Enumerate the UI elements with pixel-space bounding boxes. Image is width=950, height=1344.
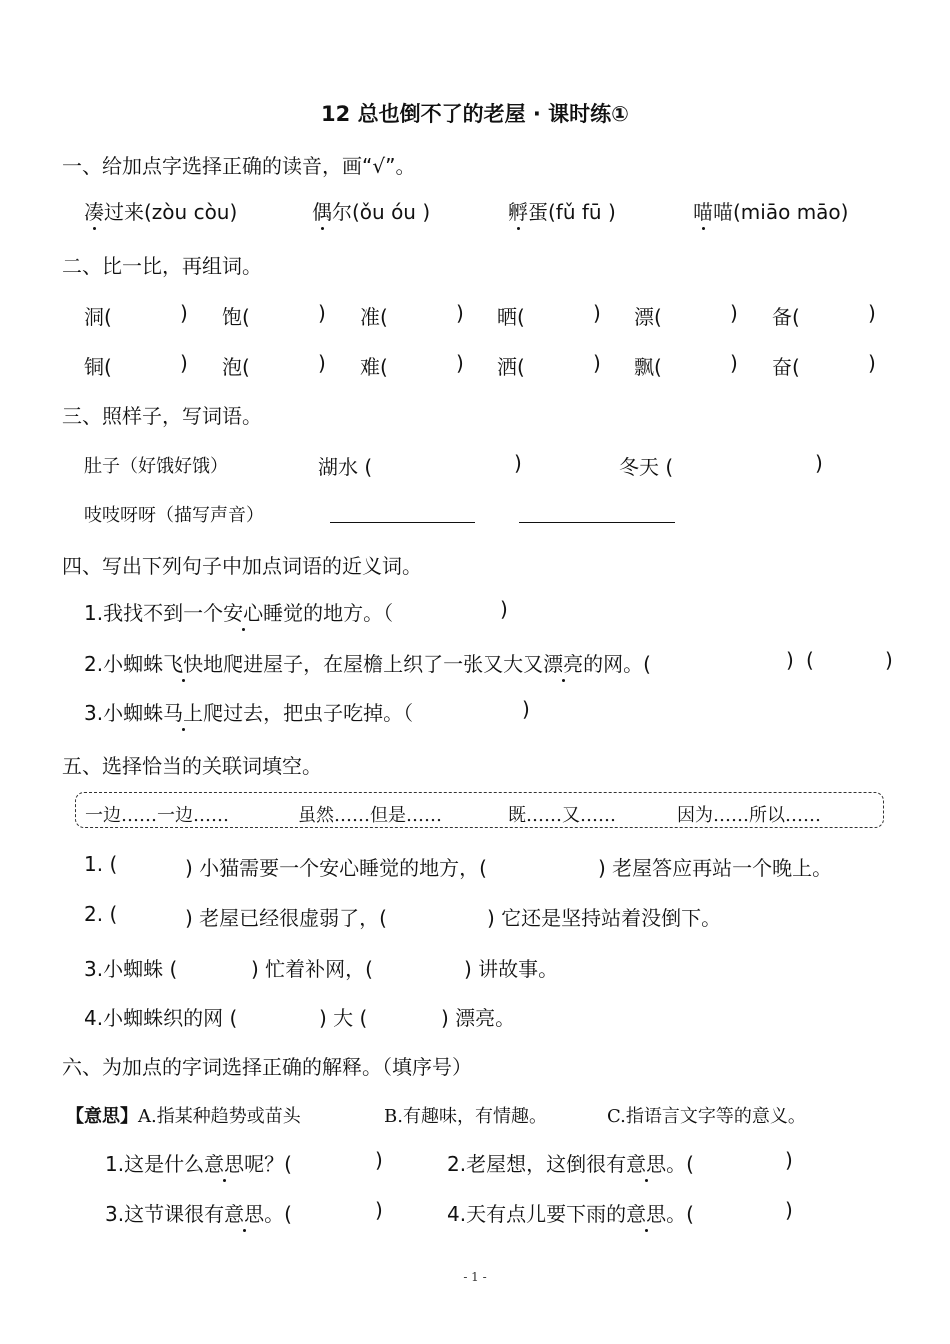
word-bank-option: 虽然……但是…… [298, 805, 442, 826]
dotted-word: 马上 [163, 697, 203, 726]
word-blank-open: 奋( [772, 355, 800, 379]
definition-b: B.有趣味，有情趣。 [384, 1106, 547, 1127]
dotted-word: 飞快 [163, 648, 203, 677]
meaning-q1: 1.这是什么意思呢？( [105, 1148, 292, 1177]
blank-close[interactable]: ) [514, 451, 522, 475]
fill-q1-open: 1. ( [84, 852, 118, 876]
word-blank-close[interactable]: ) [318, 351, 326, 375]
dotted-word: 意思 [626, 1148, 666, 1177]
blank-open: 冬天 ( [619, 455, 674, 479]
pinyin-options[interactable]: (miāo māo) [733, 200, 849, 224]
fill-q2-mid[interactable]: ) 老屋已经很虚弱了，( [185, 906, 387, 930]
blank-close[interactable]: ) [522, 697, 530, 721]
fill-q4-open: 4.小蜘蛛织的网 ( [84, 1006, 238, 1030]
dotted-char: 喵 [693, 196, 713, 225]
definition-c: C.指语言文字等的意义。 [607, 1106, 806, 1127]
blank-close[interactable]: ) [885, 648, 893, 672]
fill-q4-mid[interactable]: ) 大 ( [319, 1006, 368, 1030]
dotted-word: 意思 [224, 1198, 264, 1227]
pinyin-item-4: 喵喵(miāo māo) [693, 196, 848, 225]
dotted-word: 漂亮 [543, 648, 583, 677]
word-blank-close[interactable]: ) [593, 301, 601, 325]
blank-open: ( [806, 648, 814, 672]
answer-line[interactable] [519, 522, 675, 523]
fill-q3-open: 3.小蜘蛛 ( [84, 957, 178, 981]
fill-q4-end[interactable]: ) 漂亮。 [441, 1006, 516, 1030]
section-6-heading: 六、为加点的字词选择正确的解释。（填序号） [62, 1055, 472, 1079]
meaning-q2: 2.老屋想，这倒很有意思。( [447, 1148, 694, 1177]
word-blank-open: 难( [360, 355, 388, 379]
pinyin-options[interactable]: (fǔ fū ) [548, 200, 616, 224]
blank-open: 湖水 ( [318, 455, 373, 479]
section-5-heading: 五、选择恰当的关联词填空。 [62, 754, 322, 778]
blank-close[interactable]: ) [500, 597, 508, 621]
word-blank-open: 飘( [634, 355, 662, 379]
section-1-heading: 一、给加点字选择正确的读音，画“√”。 [62, 154, 416, 178]
word-bank-option: 一边……一边…… [85, 805, 229, 826]
dotted-word: 安心 [223, 597, 263, 626]
word-blank-close[interactable]: ) [730, 301, 738, 325]
dotted-word: 意思 [626, 1198, 666, 1227]
meaning-q4: 4.天有点儿要下雨的意思。( [447, 1198, 694, 1227]
fill-q2-end[interactable]: ) 它还是坚持站着没倒下。 [487, 906, 722, 930]
word-blank-open: 备( [772, 305, 800, 329]
word-blank-open: 晒( [497, 305, 525, 329]
definition-list: 【意思】A.指某种趋势或苗头 [66, 1106, 301, 1127]
word-blank-close[interactable]: ) [180, 301, 188, 325]
page-title: 12 总也倒不了的老屋 · 课时练① [321, 102, 629, 126]
dotted-char: 偶 [312, 196, 332, 225]
sentence-2: 2.小蜘蛛飞快地爬进屋子，在屋檐上织了一张又大又漂亮的网。( [84, 648, 651, 677]
word-blank-close[interactable]: ) [456, 351, 464, 375]
example-1: 肚子（好饿好饿） [84, 456, 228, 477]
word-blank-open: 洞( [84, 305, 112, 329]
meaning-q3: 3.这节课很有意思。( [105, 1198, 292, 1227]
dotted-char: 孵 [508, 196, 528, 225]
word-blank-open: 饱( [222, 305, 250, 329]
word-blank-open: 洒( [497, 355, 525, 379]
section-3-heading: 三、照样子，写词语。 [62, 404, 262, 428]
blank-close[interactable]: ) [785, 1148, 793, 1172]
word-blank-close[interactable]: ) [730, 351, 738, 375]
page-number: - 1 - [463, 1270, 487, 1284]
word-blank-close[interactable]: ) [868, 351, 876, 375]
fill-q3-mid[interactable]: ) 忙着补网，( [251, 957, 373, 981]
blank-close[interactable]: ) [786, 648, 794, 672]
word-blank-close[interactable]: ) [180, 351, 188, 375]
example-2: 吱吱呀呀（描写声音） [84, 505, 264, 526]
pinyin-item-1: 凑过来(zòu còu) [84, 196, 237, 225]
word-blank-open: 漂( [634, 305, 662, 329]
pinyin-options[interactable]: (zòu còu) [144, 200, 238, 224]
dotted-word: 意思 [204, 1148, 244, 1177]
word-bank-option: 因为……所以…… [677, 805, 821, 826]
word-bank-option: 既……又…… [508, 805, 616, 826]
fill-q1-end[interactable]: ) 老屋答应再站一个晚上。 [598, 856, 833, 880]
pinyin-item-2: 偶尔(ǒu óu ) [312, 196, 430, 225]
sentence-3: 3.小蜘蛛马上爬过去，把虫子吃掉。（ [84, 697, 413, 726]
word-blank-close[interactable]: ) [868, 301, 876, 325]
fill-q3-end[interactable]: ) 讲故事。 [464, 957, 559, 981]
definition-word: 【意思】 [66, 1106, 138, 1127]
fill-q2-open: 2. ( [84, 902, 118, 926]
sentence-1: 1.我找不到一个安心睡觉的地方。（ [84, 597, 393, 626]
blank-close[interactable]: ) [785, 1198, 793, 1222]
blank-close[interactable]: ) [375, 1198, 383, 1222]
blank-close[interactable]: ) [375, 1148, 383, 1172]
section-2-heading: 二、比一比，再组词。 [62, 254, 262, 278]
blank-close[interactable]: ) [815, 451, 823, 475]
word-blank-close[interactable]: ) [318, 301, 326, 325]
word-blank-close[interactable]: ) [593, 351, 601, 375]
word-blank-open: 铜( [84, 355, 112, 379]
pinyin-item-3: 孵蛋(fǔ fū ) [508, 196, 616, 225]
answer-line[interactable] [330, 522, 475, 523]
fill-q1-mid[interactable]: ) 小猫需要一个安心睡觉的地方，( [185, 856, 487, 880]
word-blank-open: 泡( [222, 355, 250, 379]
word-blank-open: 准( [360, 305, 388, 329]
pinyin-options[interactable]: (ǒu óu ) [352, 200, 431, 224]
dotted-char: 凑 [84, 196, 104, 225]
section-4-heading: 四、写出下列句子中加点词语的近义词。 [62, 554, 422, 578]
word-blank-close[interactable]: ) [456, 301, 464, 325]
